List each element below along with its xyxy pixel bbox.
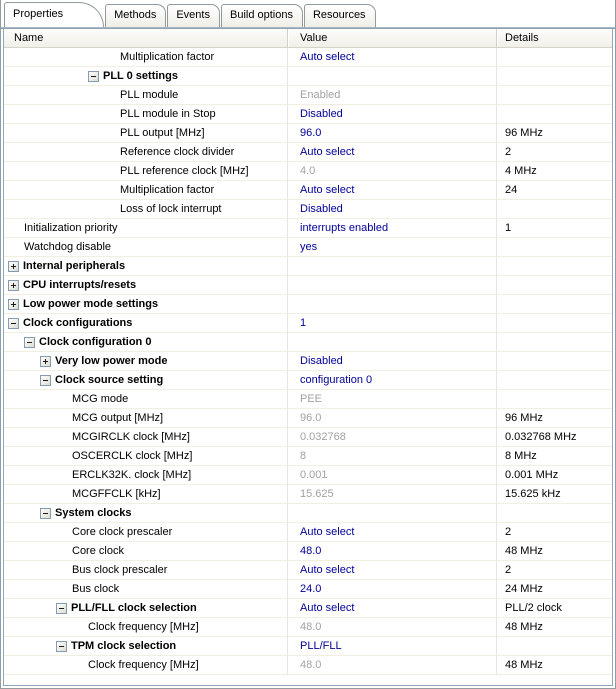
table-row[interactable] [4, 67, 612, 86]
property-name: Reference clock divider [120, 146, 235, 158]
property-name-cell [4, 504, 288, 522]
table-row[interactable] [4, 295, 612, 314]
property-name: Watchdog disable [24, 241, 112, 253]
property-details: 4 MHz [505, 165, 537, 177]
property-name: PLL reference clock [MHz] [120, 165, 249, 177]
property-name: CPU interrupts/resets [23, 279, 137, 291]
property-name: Loss of lock interrupt [120, 203, 222, 215]
table-row[interactable] [4, 105, 612, 124]
collapse-box-icon[interactable] [88, 71, 99, 82]
property-details [497, 257, 612, 275]
property-value: 0.001 [288, 466, 497, 484]
property-name: Multiplication factor [120, 184, 215, 196]
property-name-cell [4, 447, 288, 465]
collapse-box-icon[interactable] [56, 641, 67, 652]
property-name-cell [4, 485, 288, 503]
property-details: 2 [505, 526, 512, 538]
property-name-cell [4, 124, 288, 142]
property-name-cell [4, 238, 288, 256]
property-details [497, 67, 612, 85]
tab-resources[interactable]: Resources [304, 4, 376, 27]
property-name: Initialization priority [24, 222, 118, 234]
tab-properties[interactable]: Properties [4, 2, 104, 27]
property-name-cell [4, 561, 288, 579]
table-row[interactable] [4, 352, 612, 371]
column-header-value[interactable]: Value [288, 29, 497, 47]
table-row[interactable] [4, 48, 612, 67]
property-name: Clock configurations [23, 317, 133, 329]
table-row[interactable] [4, 200, 612, 219]
property-value: Enabled [288, 86, 497, 104]
table-header [4, 29, 612, 48]
property-details: 96 MHz [505, 412, 543, 424]
table-row[interactable] [4, 656, 612, 675]
property-name: Multiplication factor [120, 51, 215, 63]
property-details [497, 86, 612, 104]
table-row[interactable] [4, 124, 612, 143]
property-value[interactable]: 48.0 [288, 542, 497, 560]
table-row[interactable] [4, 466, 612, 485]
property-name-cell [4, 466, 288, 484]
expand-box-icon[interactable] [40, 356, 51, 367]
property-name-cell [4, 390, 288, 408]
property-details [497, 314, 612, 332]
property-name: Core clock prescaler [72, 526, 173, 538]
property-name: Clock source setting [55, 374, 164, 386]
property-name-cell [4, 105, 288, 123]
property-details: 24 MHz [505, 583, 543, 595]
property-details [497, 276, 612, 294]
table-row[interactable] [4, 314, 612, 333]
collapse-box-icon[interactable] [56, 603, 67, 614]
property-name-cell [4, 580, 288, 598]
property-value[interactable]: Auto select [288, 523, 497, 541]
table-row[interactable] [4, 523, 612, 542]
tab-build-options[interactable]: Build options [221, 4, 303, 27]
property-name: Clock frequency [MHz] [88, 621, 199, 633]
table-row[interactable] [4, 485, 612, 504]
property-name-cell [4, 67, 288, 85]
table-row[interactable] [4, 447, 612, 466]
table-row[interactable] [4, 181, 612, 200]
property-details [497, 48, 612, 66]
property-name-cell [4, 409, 288, 427]
property-name-cell [4, 257, 288, 275]
property-name: Internal peripherals [23, 260, 126, 272]
property-value [288, 276, 497, 294]
property-details: 2 [505, 564, 512, 576]
table-row[interactable] [4, 390, 612, 409]
tab-events[interactable]: Events [167, 4, 220, 27]
property-name: Low power mode settings [23, 298, 159, 310]
property-value[interactable]: Auto select [288, 48, 497, 66]
table-row[interactable] [4, 86, 612, 105]
property-details [497, 295, 612, 313]
table-row[interactable] [4, 333, 612, 352]
property-name-cell [4, 276, 288, 294]
property-details [497, 333, 612, 351]
property-name-cell [4, 314, 288, 332]
property-value[interactable]: Auto select [288, 561, 497, 579]
property-details [497, 390, 612, 408]
property-name: Clock frequency [MHz] [88, 659, 199, 671]
property-details: 96 MHz [505, 127, 543, 139]
property-value: 8 [288, 447, 497, 465]
tab-bar [4, 0, 612, 29]
table-row[interactable] [4, 428, 612, 447]
property-details: PLL/2 clock [505, 602, 562, 614]
property-name: Bus clock prescaler [72, 564, 168, 576]
property-name: Core clock [72, 545, 124, 557]
property-name-cell [4, 618, 288, 636]
property-value[interactable]: 96.0 [288, 124, 497, 142]
table-row[interactable] [4, 162, 612, 181]
property-value: 48.0 [288, 618, 497, 636]
table-row[interactable] [4, 238, 612, 257]
property-name-cell [4, 200, 288, 218]
property-name: MCG mode [72, 393, 129, 405]
property-name: PLL/FLL clock selection [71, 602, 197, 614]
property-value: 15.625 [288, 485, 497, 503]
property-details: 48 MHz [505, 545, 543, 557]
property-name: Very low power mode [55, 355, 168, 367]
property-name-cell [4, 86, 288, 104]
table-row[interactable] [4, 257, 612, 276]
column-header-name[interactable]: Name [4, 29, 288, 47]
property-details [497, 637, 612, 655]
property-name-cell [4, 637, 288, 655]
property-name-cell [4, 599, 288, 617]
table-row[interactable] [4, 219, 612, 238]
property-name-cell [4, 523, 288, 541]
table-row[interactable] [4, 599, 612, 618]
property-value[interactable]: interrupts enabled [288, 219, 497, 237]
property-value[interactable]: Auto select [288, 181, 497, 199]
property-value: 96.0 [288, 409, 497, 427]
property-value: 4.0 [288, 162, 497, 180]
table-row[interactable] [4, 409, 612, 428]
property-details: 48 MHz [505, 621, 543, 633]
property-details [497, 200, 612, 218]
collapse-box-icon[interactable] [24, 337, 35, 348]
property-name-cell [4, 371, 288, 389]
property-value[interactable]: 1 [288, 314, 497, 332]
property-value [288, 295, 497, 313]
table-row[interactable] [4, 504, 612, 523]
property-details: 1 [505, 222, 512, 234]
property-name: PLL module in Stop [120, 108, 216, 120]
property-name: Bus clock [72, 583, 120, 595]
property-value: PEE [288, 390, 497, 408]
property-details: 48 MHz [505, 659, 543, 671]
property-value[interactable]: PLL/FLL [288, 637, 497, 655]
collapse-box-icon[interactable] [40, 508, 51, 519]
property-name-cell [4, 162, 288, 180]
property-details [497, 371, 612, 389]
property-details: 24 [505, 184, 518, 196]
property-name: System clocks [55, 507, 132, 519]
property-value: 48.0 [288, 656, 497, 674]
table-row[interactable] [4, 580, 612, 599]
table-row[interactable] [4, 561, 612, 580]
property-name-cell [4, 219, 288, 237]
property-details: 2 [505, 146, 512, 158]
expand-box-icon[interactable] [8, 280, 19, 291]
expand-box-icon[interactable] [8, 299, 19, 310]
property-value[interactable]: configuration 0 [288, 371, 497, 389]
tab-methods[interactable]: Methods [105, 4, 166, 27]
property-value: 0.032768 [288, 428, 497, 446]
column-header-details[interactable]: Details [505, 32, 539, 44]
collapse-box-icon[interactable] [40, 375, 51, 386]
property-details: 0.001 MHz [505, 469, 559, 481]
property-details [497, 352, 612, 370]
property-value[interactable]: Disabled [288, 200, 497, 218]
property-details: 8 MHz [505, 450, 537, 462]
property-name-cell [4, 428, 288, 446]
table-row[interactable] [4, 371, 612, 390]
property-name-cell [4, 352, 288, 370]
property-name: PLL module [120, 89, 179, 101]
property-name: MCGIRCLK clock [MHz] [72, 431, 190, 443]
property-name: ERCLK32K. clock [MHz] [72, 469, 192, 481]
property-name-cell [4, 48, 288, 66]
property-value[interactable]: yes [288, 238, 497, 256]
property-name-cell [4, 143, 288, 161]
property-value [288, 504, 497, 522]
property-value[interactable]: Auto select [288, 599, 497, 617]
property-name-cell [4, 333, 288, 351]
property-name: MCG output [MHz] [72, 412, 164, 424]
property-value[interactable]: Disabled [288, 352, 497, 370]
table-row[interactable] [4, 276, 612, 295]
property-name: PLL 0 settings [103, 70, 178, 82]
property-name: OSCERCLK clock [MHz] [72, 450, 193, 462]
expand-box-icon[interactable] [8, 261, 19, 272]
property-details: 0.032768 MHz [505, 431, 577, 443]
property-name: PLL output [MHz] [120, 127, 205, 139]
property-value [288, 257, 497, 275]
property-name-cell [4, 542, 288, 560]
property-value[interactable]: Disabled [288, 105, 497, 123]
table-row[interactable] [4, 618, 612, 637]
table-row[interactable] [4, 542, 612, 561]
properties-table [4, 48, 612, 685]
property-details [497, 105, 612, 123]
property-value[interactable]: Auto select [288, 143, 497, 161]
property-name: MCGFFCLK [kHz] [72, 488, 161, 500]
property-name: Clock configuration 0 [39, 336, 152, 348]
property-value[interactable]: 24.0 [288, 580, 497, 598]
property-details: 15.625 kHz [505, 488, 561, 500]
property-name-cell [4, 295, 288, 313]
property-details [497, 504, 612, 522]
property-name-cell [4, 656, 288, 674]
table-row[interactable] [4, 143, 612, 162]
property-value [288, 333, 497, 351]
property-value [288, 67, 497, 85]
property-name-cell [4, 181, 288, 199]
property-name: TPM clock selection [71, 640, 177, 652]
property-details [497, 238, 612, 256]
table-row[interactable] [4, 637, 612, 656]
collapse-box-icon[interactable] [8, 318, 19, 329]
